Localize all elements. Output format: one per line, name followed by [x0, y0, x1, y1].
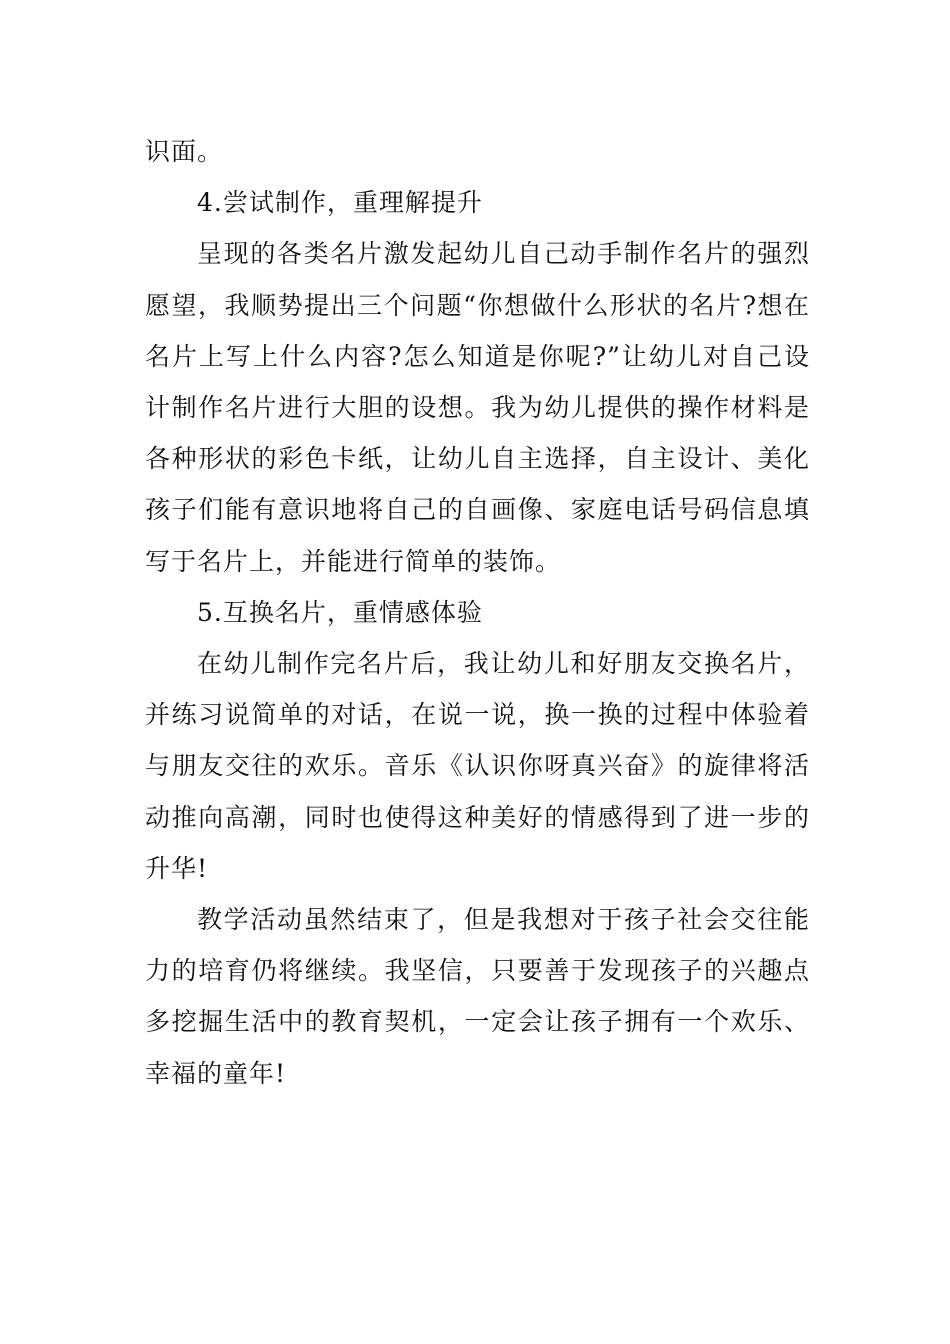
- document-body: [145, 126, 810, 1099]
- section-heading-4: 4.尝试制作，重理解提升: [197, 188, 483, 218]
- paragraph-exchanging-cards: 在幼儿制作完名片后，我让幼儿和好朋友交换名片，并练习说简单的对话，在说一说，换一换的过程中体验着与朋友交往的欢乐。音乐《认识你呀真兴奋》的旋律将活动推向高潮，同时也使得这种美好的情感得到了进一步的升华!: [145, 649, 810, 883]
- section-heading-5: 5.互换名片，重情感体验: [197, 597, 483, 627]
- paragraph-conclusion: 教学活动虽然结束了，但是我想对于孩子社会交往能力的培育仍将继续。我坚信，只要善于发现孩子的兴趣点多挖掘生活中的教育契机，一定会让孩子拥有一个欢乐、幸福的童年!: [145, 905, 810, 1088]
- paragraph-making-cards: 呈现的各类名片激发起幼儿自己动手制作名片的强烈愿望，我顺势提出三个问题“你想做什么形状的名片?想在名片上写上什么内容?怎么知道是你呢?”让幼儿对自己设计制作名片进行大胆的设想。我为幼儿提供的操作材料是各种形状的彩色卡纸，让幼儿自主选择，自主设计、美化孩子们能有意识地将自己的自画像、家庭电话号码信息填写于名片上，并能进行简单的装饰。: [145, 239, 810, 576]
- paragraph-continuation: 识面。: [145, 137, 224, 166]
